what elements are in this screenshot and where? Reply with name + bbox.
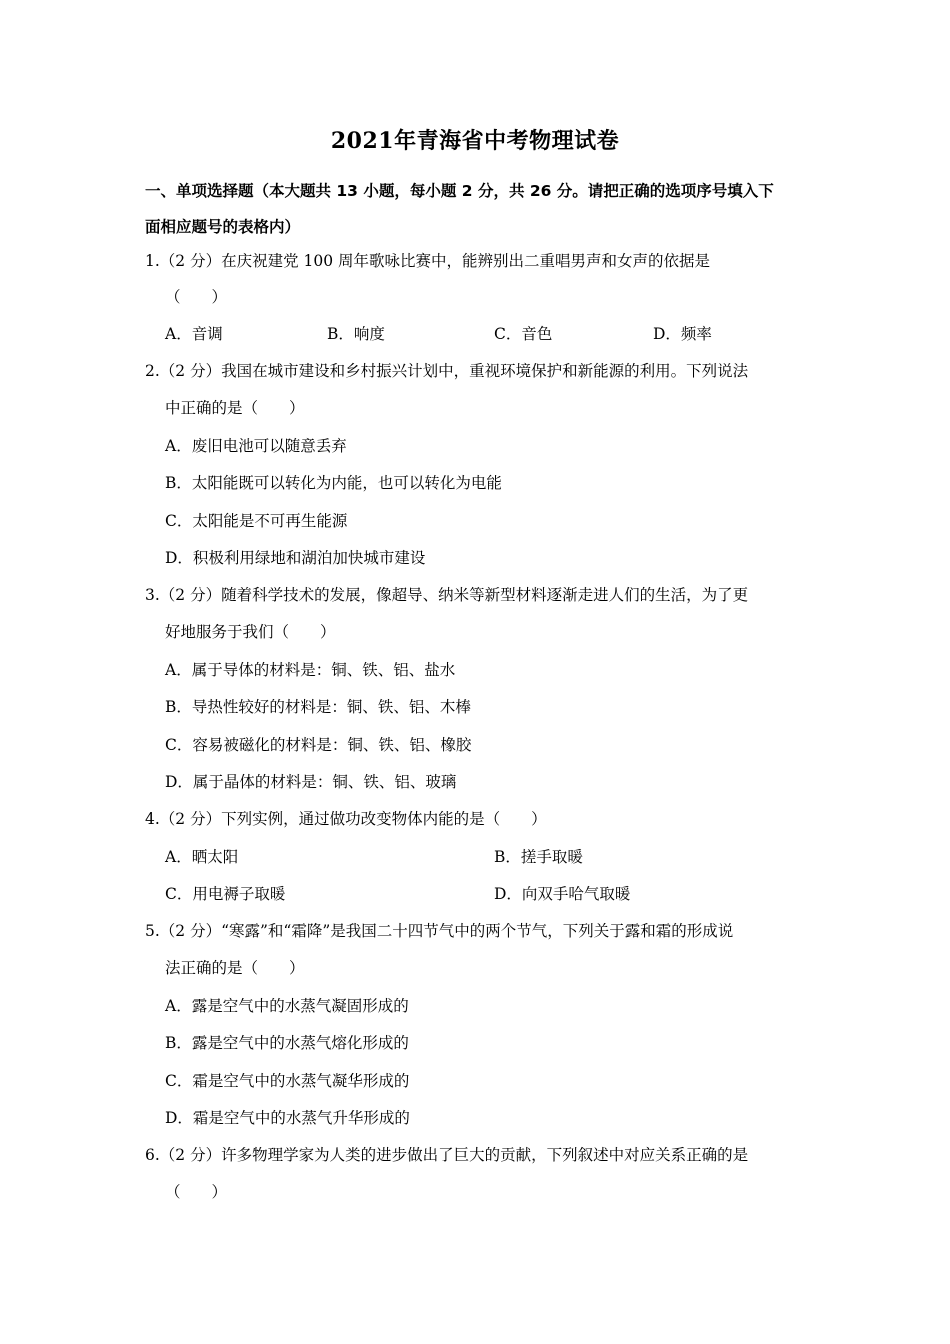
- question-6-text: 6.（2 分）许多物理学家为人类的进步做出了巨大的贡献，下列叙述中对应关系正确的是: [145, 1146, 749, 1164]
- question-1-option-c: C．音色: [494, 325, 553, 343]
- question-3-option-d: D．属于晶体的材料是：铜、铁、铝、玻璃: [165, 773, 457, 791]
- question-5-option-b: B．露是空气中的水蒸气熔化形成的: [165, 1034, 409, 1052]
- page-title: 2021年青海省中考物理试卷: [330, 128, 620, 154]
- question-3-option-a: A．属于导体的材料是：铜、铁、铝、盐水: [165, 661, 456, 679]
- question-3-option-b: B．导热性较好的材料是：铜、铁、铝、木棒: [165, 698, 471, 716]
- question-4-option-d: D．向双手哈气取暖: [494, 885, 631, 903]
- question-1-blank: （ ）: [165, 288, 228, 306]
- question-4-option-b: B．搓手取暖: [494, 848, 583, 866]
- question-5-option-a: A．露是空气中的水蒸气凝固形成的: [165, 997, 409, 1015]
- question-5-option-c: C．霜是空气中的水蒸气凝华形成的: [165, 1072, 410, 1090]
- section-heading-line2: 面相应题号的表格内）: [145, 218, 301, 236]
- question-6-blank: （ ）: [165, 1183, 228, 1201]
- question-1-text: 1.（2 分）在庆祝建党 100 周年歌咏比赛中，能辨别出二重唱男声和女声的依据是: [145, 252, 711, 270]
- question-2-option-d: D．积极利用绿地和湖泊加快城市建设: [165, 549, 426, 567]
- question-5-text: 5.（2 分）“寒露”和“霜降”是我国二十四节气中的两个节气，下列关于露和霜的形成说: [145, 922, 734, 940]
- question-2-text-cont: 中正确的是（ ）: [165, 399, 305, 417]
- question-4-option-a: A．晒太阳: [165, 848, 239, 866]
- question-5-option-d: D．霜是空气中的水蒸气升华形成的: [165, 1109, 410, 1127]
- question-1-option-d: D．频率: [653, 325, 712, 343]
- question-2-option-b: B．太阳能既可以转化为内能，也可以转化为电能: [165, 474, 502, 492]
- question-3-option-c: C．容易被磁化的材料是：铜、铁、铝、橡胶: [165, 736, 472, 754]
- question-1-option-a: A．音调: [165, 325, 223, 343]
- question-5-text-cont: 法正确的是（ ）: [165, 959, 305, 977]
- question-3-text-cont: 好地服务于我们（ ）: [165, 623, 336, 641]
- question-2-option-c: C．太阳能是不可再生能源: [165, 512, 348, 530]
- question-2-option-a: A．废旧电池可以随意丢弃: [165, 437, 347, 455]
- question-4-option-c: C．用电褥子取暖: [165, 885, 286, 903]
- question-1-option-b: B．响度: [327, 325, 385, 343]
- section-heading-line1: 一、单项选择题（本大题共 13 小题，每小题 2 分，共 26 分。请把正确的选项序号填入下: [145, 182, 774, 200]
- question-4-text: 4.（2 分）下列实例，通过做功改变物体内能的是（ ）: [145, 810, 547, 828]
- question-3-text: 3.（2 分）随着科学技术的发展，像超导、纳米等新型材料逐渐走进人们的生活，为了更: [145, 586, 749, 604]
- question-2-text: 2.（2 分）我国在城市建设和乡村振兴计划中，重视环境保护和新能源的利用。下列说法: [145, 362, 749, 380]
